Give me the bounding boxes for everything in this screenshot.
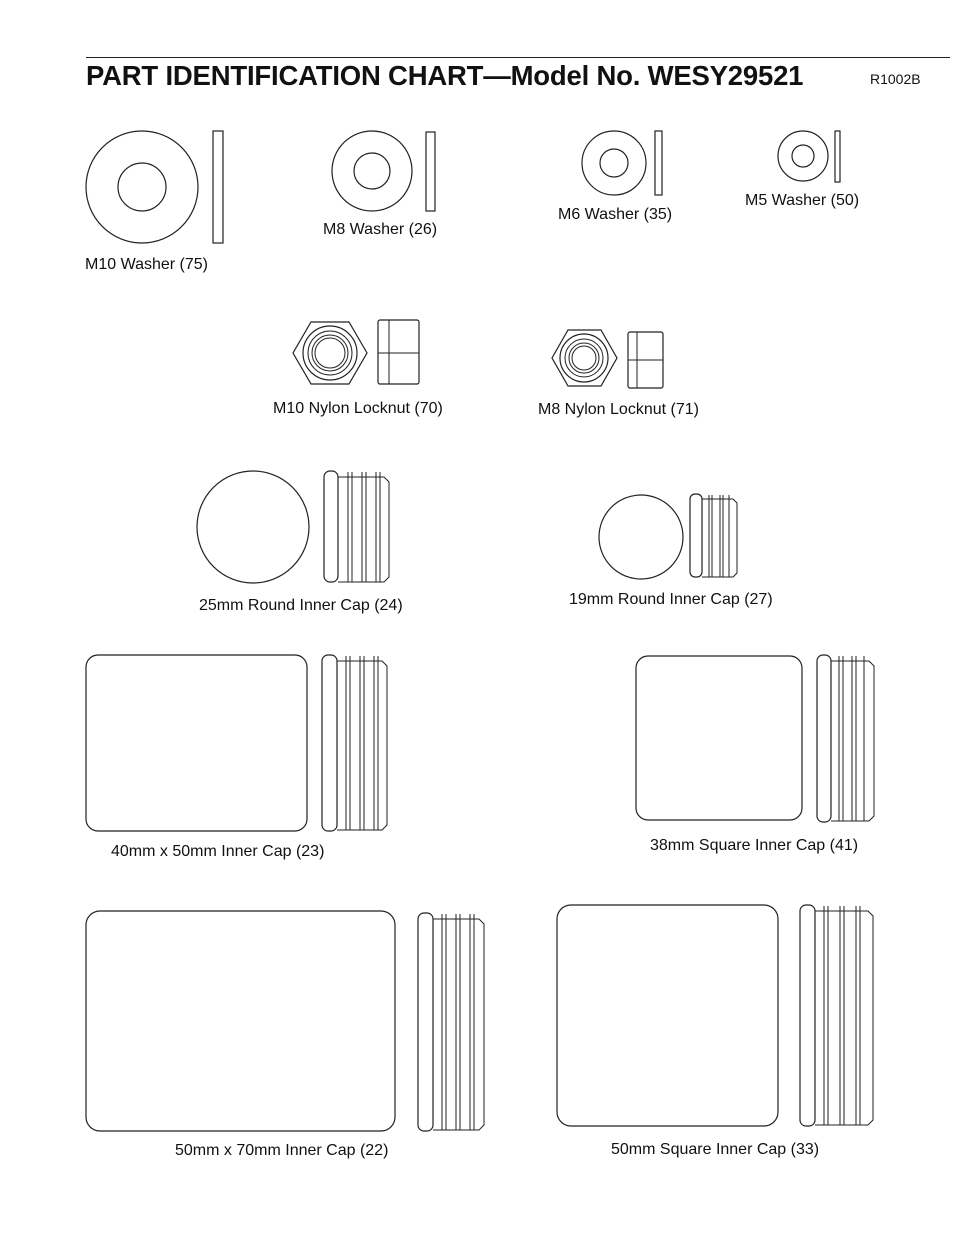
50x70mm-inner-cap-icon (86, 911, 484, 1131)
part-label-m10-nylon-locknut: M10 Nylon Locknut (70) (273, 400, 443, 417)
m10-washer-icon (86, 131, 223, 243)
part-label-38mm-square-inner-cap: 38mm Square Inner Cap (41) (650, 837, 859, 854)
m5-washer-icon (778, 131, 840, 182)
document-code: R1002B (870, 71, 921, 87)
part-label-40x50mm-inner-cap: 40mm x 50mm Inner Cap (23) (111, 843, 325, 860)
40x50mm-inner-cap-icon (86, 655, 387, 831)
part-label-19mm-round-inner-cap: 19mm Round Inner Cap (27) (569, 591, 773, 608)
25mm-round-inner-cap-icon (197, 471, 389, 583)
part-label-m6-washer: M6 Washer (35) (558, 206, 673, 223)
part-label-25mm-round-inner-cap: 25mm Round Inner Cap (24) (199, 597, 403, 614)
part-label-m5-washer: M5 Washer (50) (745, 192, 860, 209)
38mm-square-inner-cap-icon (636, 655, 874, 822)
m8-washer-icon (332, 131, 435, 211)
m8-nylon-locknut-icon (552, 330, 663, 388)
m10-nylon-locknut-icon (293, 320, 419, 384)
part-label-m8-washer: M8 Washer (26) (323, 221, 438, 238)
19mm-round-inner-cap-icon (599, 494, 737, 579)
m6-washer-icon (582, 131, 662, 195)
part-label-50mm-square-inner-cap: 50mm Square Inner Cap (33) (611, 1141, 820, 1158)
page-title: PART IDENTIFICATION CHART—Model No. WESY29521 (86, 60, 804, 91)
50mm-square-inner-cap-icon (557, 905, 873, 1126)
part-label-m10-washer: M10 Washer (75) (85, 256, 208, 273)
part-label-50x70mm-inner-cap: 50mm x 70mm Inner Cap (22) (175, 1142, 389, 1159)
part-label-m8-nylon-locknut: M8 Nylon Locknut (71) (538, 401, 699, 418)
